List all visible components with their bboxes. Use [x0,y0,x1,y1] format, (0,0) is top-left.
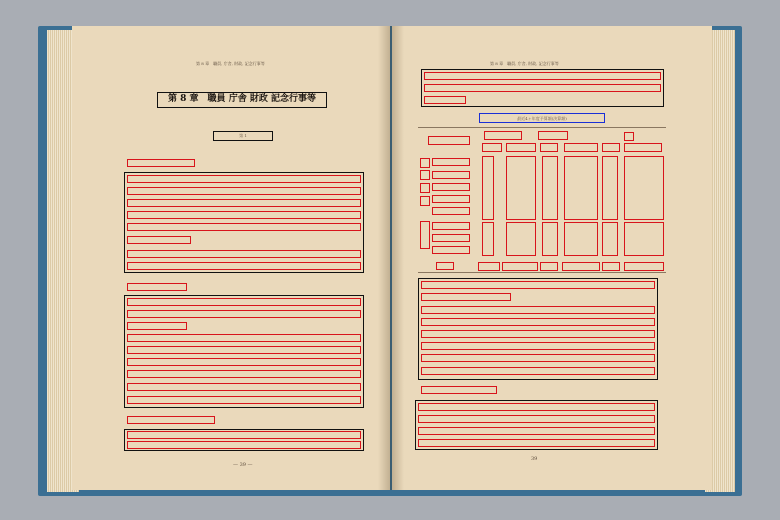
table-column-cells [506,156,536,220]
table-row-label [432,222,470,230]
table-header-cell [540,143,558,152]
table-row-label [420,196,430,206]
table-row-label [436,262,454,270]
table-row-label [432,195,470,203]
text-line [127,370,361,378]
text-line [127,199,361,207]
table-header-cell [624,143,662,152]
text-line [127,334,361,342]
text-line [127,262,361,270]
text-line [424,72,661,80]
table-header-cell [602,143,620,152]
table-column-cells [564,222,598,256]
table-total-cell [562,262,600,271]
text-line [421,306,655,314]
subheading-line [421,386,497,394]
subheading-line [127,283,187,291]
text-line [127,250,361,258]
text-line [127,298,361,306]
table-row-label [432,158,470,166]
text-line [127,175,361,183]
table-total-cell [502,262,538,271]
text-line [127,431,361,439]
text-line [127,223,361,231]
text-line [424,96,466,104]
table-row-label [432,171,470,179]
text-line [127,358,361,366]
text-line [127,396,361,404]
table-column-cells [624,156,664,220]
table-column-cells [602,156,618,220]
text-line [421,330,655,338]
table-column-cells [542,156,558,220]
table-total-cell [540,262,558,271]
text-line [127,236,191,244]
table-header-cell [564,143,598,152]
left-page-number: — 39 — [233,462,253,468]
text-line [127,187,361,195]
text-line [418,439,655,447]
table-row-label [420,158,430,168]
table-total-cell [602,262,620,271]
table-row-label [420,221,430,249]
subheading-line [127,416,215,424]
table-row-label [432,234,470,242]
table-row-label [420,170,430,180]
text-line [421,342,655,350]
table-header-cell [428,136,470,145]
subheading-line [127,159,195,167]
table-caption: 最近4ヶ年度予算額(決算額) [479,113,605,123]
text-line [421,293,511,301]
text-line [421,318,655,326]
text-line [127,383,361,391]
text-line [418,415,655,423]
text-line [127,310,361,318]
budget-table [418,127,666,273]
table-row-label [432,183,470,191]
section-label: 第 1 [213,131,273,141]
text-line [424,84,661,92]
text-line [418,427,655,435]
left-running-head: 第 8 章 職員, 庁舎, 財政, 記念行事等 [196,61,265,66]
table-column-cells [506,222,536,256]
table-header-cell [624,132,634,141]
table-header-cell [482,143,502,152]
table-column-cells [482,222,494,256]
table-column-cells [482,156,494,220]
table-header-cell [506,143,536,152]
table-header-cell [484,131,522,140]
table-row-label [432,207,470,215]
chapter-title: 第 8 章 職員 庁舎 財政 記念行事等 [157,92,327,108]
table-column-cells [624,222,664,256]
right-running-head: 第 8 章 職員, 庁舎, 財政, 記念行事等 [490,61,559,66]
text-line [421,354,655,362]
table-column-cells [542,222,558,256]
text-line [127,211,361,219]
table-column-cells [564,156,598,220]
table-total-cell [624,262,664,271]
text-line [127,441,361,449]
book-gutter [378,26,404,490]
table-header-cell [538,131,568,140]
text-line [127,346,361,354]
text-line [418,403,655,411]
table-row-label [432,246,470,254]
text-line [127,322,187,330]
text-line [421,367,655,375]
table-column-cells [602,222,618,256]
right-page-number: 39 [531,456,538,462]
table-total-cell [478,262,500,271]
text-line [421,281,655,289]
table-row-label [420,183,430,193]
